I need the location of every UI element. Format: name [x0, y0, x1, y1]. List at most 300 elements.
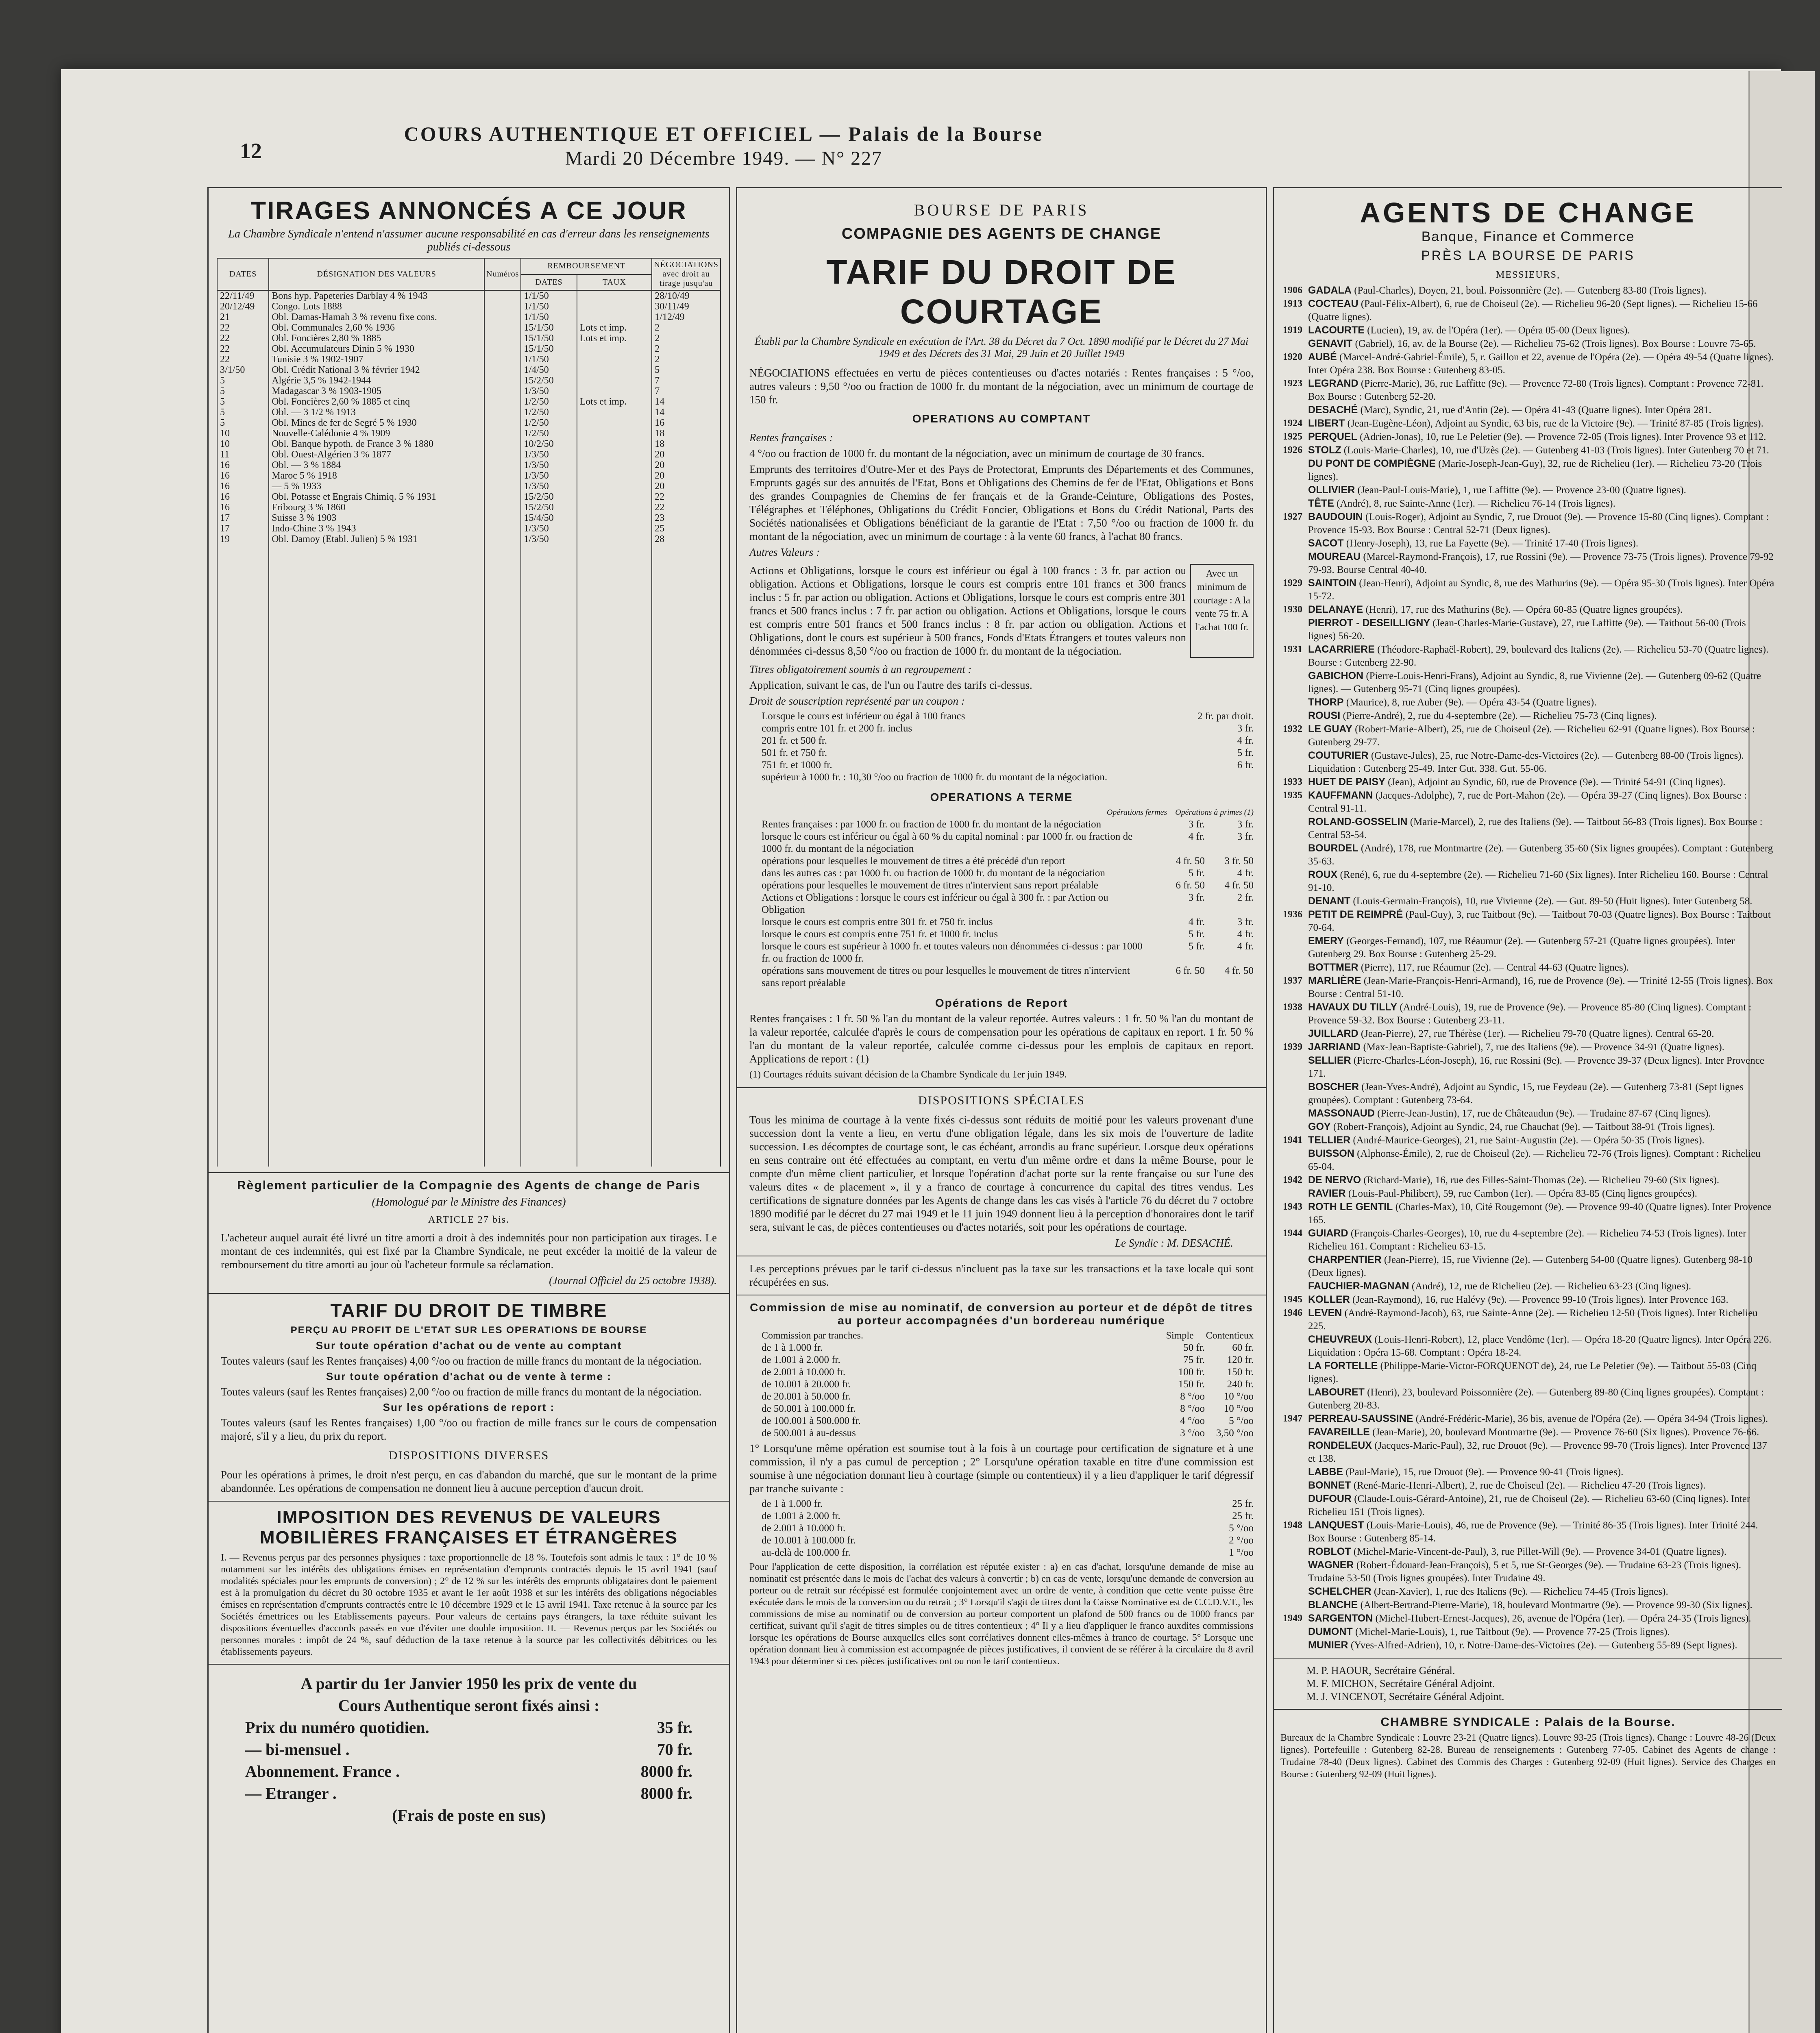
agent-name: JUILLARD — [1308, 1028, 1358, 1039]
agent-text-block — [1308, 961, 1776, 974]
agent-name: DUFOUR — [1308, 1493, 1352, 1504]
agent-year — [1274, 337, 1308, 350]
agent-year — [1274, 961, 1308, 974]
price-label: — bi-mensuel . — [245, 1740, 350, 1759]
fee-amount: 3 °/oo — [1180, 1428, 1205, 1439]
agent-text-block — [1308, 1253, 1776, 1280]
table-header: Numéros — [484, 258, 521, 290]
fee-amount: 6 fr. — [1237, 760, 1254, 771]
agent-year — [1274, 483, 1308, 497]
fee-value — [1148, 1378, 1254, 1391]
fee-value — [1148, 928, 1254, 940]
table-header: DÉSIGNATION DES VALEURS — [269, 258, 484, 290]
commission-title: Commission de mise au nominatif, de conversion au porteur et de dépôt de titres au porteur accompagnées d'un bordereau numérique — [750, 1301, 1253, 1327]
fee-value — [1148, 916, 1254, 928]
agent-details: (Marie-Joseph-Jean-Guy), 32, rue de Richelieu (1er). — Richelieu 73-20 (Trois lignes). — [1308, 458, 1762, 482]
agent-name: ROTH LE GENTIL — [1308, 1201, 1393, 1212]
agent-entry — [1274, 789, 1776, 815]
agent-details: (Lucien), 19, av. de l'Opéra (1er). — Opéra 05-00 (Deux lignes). — [1367, 325, 1630, 336]
agent-year — [1274, 1080, 1308, 1107]
agent-details: (Jean-Marie), 20, boulevard Montmartre (9e). — Provence 76-60 (Six lignes). Provence 76-66. — [1372, 1427, 1759, 1438]
agent-name: LA FORTELLE — [1308, 1360, 1378, 1371]
agent-name: STOLZ — [1308, 444, 1341, 456]
report-title: Opérations de Report — [935, 997, 1068, 1009]
table-cell: 28 — [652, 534, 721, 544]
agent-entry — [1274, 1173, 1776, 1187]
fee-label: de 500.001 à au-dessus — [762, 1428, 856, 1439]
table-cell — [577, 418, 652, 428]
agent-text-block — [1308, 723, 1776, 749]
agent-details: (Louis-Marie-Louis), 46, rue de Provence (9e). — Trinité 86-35 (Trois lignes). Inter Trinité 244. Box Bourse : Gutenberg 85-14. — [1308, 1520, 1758, 1544]
agent-name: MOUREAU — [1308, 551, 1361, 562]
table-cell: — 5 % 1933 — [269, 481, 484, 492]
table-cell — [577, 407, 652, 418]
table-cell: 1/1/50 — [521, 354, 577, 365]
fee-row — [762, 771, 1254, 784]
fee-label: lorsque le cours est supérieur à 1000 fr. et toutes valeurs non dénommées ci-dessus : par 1000 fr. ou fraction de 1000 fr. — [762, 941, 1143, 964]
agent-text-block — [1308, 1558, 1776, 1585]
agent-text-block — [1308, 709, 1776, 723]
agent-entry — [1274, 749, 1776, 775]
table-row — [217, 534, 721, 544]
fee-amount: 3 fr. — [1237, 916, 1254, 927]
table-cell: Obl. Crédit National 3 % février 1942 — [269, 365, 484, 375]
agent-entry — [1274, 1080, 1776, 1107]
column-tirages — [207, 187, 730, 2033]
agent-year — [1274, 1107, 1308, 1120]
fee-amount: 150 fr. — [1178, 1379, 1205, 1390]
fee-amount: 4 fr. — [1188, 916, 1205, 927]
agent-text-block — [1308, 1412, 1776, 1426]
fee-amount: 2 fr. — [1237, 892, 1254, 903]
fee-amount: 5 fr. — [1188, 868, 1205, 879]
table-cell: 22 — [217, 354, 269, 365]
table-cell: 16 — [217, 460, 269, 470]
agent-year — [1274, 1027, 1308, 1040]
fee-amount: 50 fr. — [1183, 1342, 1205, 1353]
agent-text-block — [1308, 1333, 1776, 1359]
agent-entry — [1274, 510, 1776, 537]
agent-text-block — [1308, 842, 1776, 868]
commission-label: Commission par tranches. — [762, 1330, 863, 1341]
agent-entry — [1274, 1293, 1776, 1306]
agent-entry — [1274, 895, 1776, 908]
fee-amount: 3 fr. — [1188, 819, 1205, 830]
agent-year: 1906 — [1283, 285, 1302, 296]
fee-value — [1148, 1510, 1254, 1522]
agent-year: 1924 — [1283, 418, 1302, 429]
fee-amount: 2 fr. par droit. — [1197, 711, 1254, 722]
table-cell: Madagascar 3 % 1903-1905 — [269, 386, 484, 396]
fee-label: compris entre 101 fr. et 200 fr. inclus — [762, 723, 912, 734]
agent-name: BONNET — [1308, 1480, 1351, 1491]
table-row — [217, 365, 721, 375]
secretaries — [1306, 1664, 1782, 1703]
fee-amount: 8 °/oo — [1180, 1391, 1205, 1402]
article-text: L'acheteur auquel aurait été livré un titre amorti a droit à des indemnités pour non participation aux tirages. Le montant de ces indemnités, qui est fixé par la Chambre Syndicale, ne peut excéder la moitié de la valeur de remboursement du titre amorti au jour où l'acheteur formule sa réclamation. — [221, 1232, 717, 1271]
fee-amount: 25 fr. — [1232, 1498, 1254, 1509]
agent-entry — [1274, 1027, 1776, 1040]
agent-details: (Gabriel), 16, av. de la Bourse (2e). — Richelieu 75-62 (Trois lignes). Box Bourse : Louvre 75-65. — [1355, 338, 1756, 349]
table-row — [217, 513, 721, 523]
fee-value — [1148, 1522, 1254, 1535]
agent-text-block — [1308, 789, 1776, 815]
fee-label: Actions et Obligations : lorsque le cours est inférieur ou égal à 300 fr. : par Action ou Obligation — [762, 892, 1108, 915]
agent-details: (Charles-Max), 10, Cité Rougemont (9e). — Provence 99-40 (Quatre lignes). Inter Provence 165. — [1308, 1202, 1772, 1225]
fee-label: opérations pour lesquelles le mouvement de titres a été précédé d'un report — [762, 855, 1065, 866]
table-cell: Indo-Chine 3 % 1943 — [269, 523, 484, 534]
table-cell: Maroc 5 % 1918 — [269, 470, 484, 481]
agent-details: (Jean-Raymond), 16, rue Halévy (9e). — Provence 99-10 (Trois lignes). Inter Provence 163. — [1352, 1294, 1729, 1305]
table-cell: 16 — [217, 492, 269, 502]
agent-text-block — [1308, 550, 1776, 577]
agent-details: (Pierre), 117, rue Réaumur (2e). — Central 44-63 (Quatre lignes). — [1361, 962, 1629, 973]
agent-name: LANQUEST — [1308, 1519, 1364, 1531]
agent-name: DUMONT — [1308, 1626, 1353, 1637]
fee-amount: 4 fr. 50 — [1224, 965, 1254, 976]
table-cell: 15/1/50 — [521, 322, 577, 333]
fee-amount: 60 fr. — [1232, 1342, 1254, 1353]
agent-details: (Gustave-Jules), 25, rue Notre-Dame-des-Victoires (2e). — Gutenberg 88-00 (Trois lignes). Liquidation : Gutenberg 25-49. Inter Gut. 338. Gut. 55-06. — [1308, 750, 1744, 774]
agent-details: (André-Raymond-Jacob), 63, rue Sainte-Anne (2e). — Richelieu 12-50 (Trois lignes). Inter Richelieu 225. — [1308, 1308, 1758, 1332]
agent-entry — [1274, 974, 1776, 1001]
table-cell: 10 — [217, 439, 269, 449]
table-cell — [484, 301, 521, 312]
speciales-text: Tous les minima de courtage à la vente fixés ci-dessus sont réduits de moitié pour les valeurs provenant d'une succession dont la vente a lieu, en vertu d'une obligation légale, dans les six mois de l'ouverture de ladite succession. Les décomptes de courtage sont, le cas échéant, arrondis au franc supérieur. Lorsque deux opérations en sens contraire ont été effectuées au comptant, en vertu d'un même ordre et dans la même Bourse, pour le compte d'un même client particulier, et lorsque l'opération d'achat porte sur la rente française ou sur l'une des valeurs dites « de placement », il y a franco de courtage à concurrence du capital des titres vendus. Les certifications de signature données par les Agents de change dans les cas visés à l'article 76 du décret du 7 octobre 1890 modifié par le décret du 27 mai 1949 et le 11 juin 1949 donnent lieu à la perception d'honoraires dont le tarif sera, suivant le cas, de pièces contentieuses ou d'actes notariés, soit pour les opérations de courtage. — [749, 1114, 1254, 1233]
page-number: 12 — [240, 139, 262, 163]
comptant-title: OPERATIONS AU COMPTANT — [912, 412, 1091, 425]
agent-details: (Jean-Pierre), 15, rue Vivienne (2e). — Gutenberg 54-00 (Quatre lignes). Gutenberg 98-10 (Deux lignes). — [1308, 1254, 1753, 1278]
agent-details: (Louis-Paul-Philibert), 59, rue Cambon (1er). — Opéra 83-85 (Cinq lignes groupées). — [1348, 1188, 1698, 1199]
timbre-text-terme: Toutes valeurs (sauf les Rentes françaises) 2,00 °/oo ou fraction de mille francs du montant de la négociation. — [221, 1386, 702, 1398]
table-cell — [577, 375, 652, 386]
table-cell: 11 — [217, 449, 269, 460]
agent-name: BOTTMER — [1308, 962, 1358, 973]
table-cell: 15/2/50 — [521, 492, 577, 502]
syndic-signature: Le Syndic : M. DESACHÉ. — [1115, 1237, 1233, 1249]
agent-name: SAINTOIN — [1308, 577, 1356, 589]
fee-label: de 1.001 à 2.000 fr. — [762, 1511, 840, 1521]
table-cell: Tunisie 3 % 1902-1907 — [269, 354, 484, 365]
agent-text-block — [1308, 603, 1776, 616]
agent-year — [1274, 868, 1308, 895]
fee-row — [762, 1342, 1254, 1354]
fee-row — [762, 759, 1254, 771]
table-cell: Fribourg 3 % 1860 — [269, 502, 484, 513]
agent-year: 1926 — [1283, 445, 1302, 455]
table-cell: 19 — [217, 534, 269, 544]
table-cell: 1/3/50 — [521, 460, 577, 470]
table-row — [217, 312, 721, 322]
agent-name: PERQUEL — [1308, 431, 1357, 442]
agent-name: FAVAREILLE — [1308, 1426, 1370, 1438]
agent-entry — [1274, 1134, 1776, 1147]
agent-text-block — [1308, 1173, 1776, 1187]
table-cell — [484, 312, 521, 322]
agent-details: (Robert-Marie-Albert), 25, rue de Choiseul (2e). — Richelieu 62-91 (Quatre lignes). Box Bourse : Gutenberg 29-77. — [1308, 724, 1755, 748]
price-heading-1: A partir du 1er Janvier 1950 les prix de vente du — [300, 1674, 637, 1693]
table-cell — [484, 418, 521, 428]
agent-entry — [1274, 1465, 1776, 1479]
fee-amount: 10 °/oo — [1223, 1403, 1254, 1414]
agent-text-block — [1308, 457, 1776, 483]
secretary-line: M. J. VINCENOT, Secrétaire Général Adjoint. — [1306, 1691, 1504, 1702]
reglement-subtitle: (Homologué par le Ministre des Finances) — [372, 1196, 566, 1208]
agent-text-block — [1308, 1639, 1776, 1652]
table-cell — [577, 290, 652, 301]
agent-year — [1274, 1625, 1308, 1639]
table-cell: 22 — [217, 333, 269, 344]
table-cell: 16 — [217, 470, 269, 481]
agent-details: (Jean-Henri), Adjoint au Syndic, 8, rue des Mathurins (9e). — Opéra 95-30 (Trois lignes). Inter Opéra 15-72. — [1308, 578, 1774, 602]
agent-details: (François-Charles-Georges), 10, rue du 4-septembre (2e). — Richelieu 74-53 (Trois lignes). Inter Richelieu 161. Comptant : Richelieu 63-15. — [1308, 1228, 1746, 1252]
table-cell — [577, 365, 652, 375]
titres-text: Application, suivant le cas, de l'un ou l'autre des tarifs ci-dessus. — [749, 679, 1032, 691]
table-cell — [577, 534, 652, 544]
table-cell: 3/1/50 — [217, 365, 269, 375]
agent-text-block — [1308, 1040, 1776, 1054]
agent-entry — [1274, 1333, 1776, 1359]
agent-entry — [1274, 430, 1776, 444]
agent-details: (Adrien-Jonas), 10, rue Le Peletier (9e). — Provence 72-05 (Trois lignes). Inter Provence 93 et 112. — [1360, 431, 1766, 442]
agent-year — [1274, 1558, 1308, 1585]
agent-name: MUNIER — [1308, 1639, 1348, 1651]
masthead-date: Mardi 20 Décembre 1949. — N° 227 — [565, 148, 883, 169]
agent-details: (Philippe-Marie-Victor-FORQUENOT de), 24, rue Le Peletier (9e). — Taitbout 55-03 (Cinq lignes). — [1308, 1360, 1757, 1384]
fee-label: lorsque le cours est compris entre 751 fr. et 1000 fr. inclus — [762, 929, 998, 940]
table-row — [217, 439, 721, 449]
table-row — [217, 396, 721, 407]
fee-row — [762, 892, 1254, 916]
table-cell: 1/3/50 — [521, 523, 577, 534]
tirages-table — [217, 258, 721, 1167]
agent-name: SELLIER — [1308, 1055, 1351, 1066]
fee-row — [762, 940, 1254, 965]
column-courtage — [736, 187, 1267, 2033]
table-cell: Algérie 3,5 % 1942-1944 — [269, 375, 484, 386]
agent-entry — [1274, 577, 1776, 603]
fee-row — [762, 1378, 1254, 1391]
table-cell: 20 — [652, 449, 721, 460]
agents-subtitle: Banque, Finance et Commerce — [1421, 229, 1635, 244]
fee-label: opérations pour lesquelles le mouvement de titres n'intervient sans report préalable — [762, 880, 1098, 891]
agent-name: COUTURIER — [1308, 750, 1369, 761]
agent-name: DE NERVO — [1308, 1174, 1361, 1186]
agent-details: (Paul-Marie), 15, rue Drouot (9e). — Provence 90-41 (Trois lignes). — [1345, 1467, 1624, 1478]
agent-text-block — [1308, 577, 1776, 603]
fee-amount: 5 fr. — [1188, 941, 1205, 952]
agent-year: 1931 — [1283, 644, 1302, 655]
agent-text-block — [1308, 696, 1776, 709]
fee-label: Rentes françaises : par 1000 fr. ou fraction de 1000 fr. du montant de la négociation — [762, 819, 1102, 830]
agent-entry — [1274, 324, 1776, 337]
agent-details: (Jacques-Adolphe), 7, rue de Port-Mahon (2e). — Opéra 39-27 (Cinq lignes). Box Bourse : Central 91-11. — [1308, 790, 1747, 814]
agent-text-block — [1308, 497, 1776, 510]
fee-value — [1148, 1547, 1254, 1559]
agent-details: (Marc), Syndic, 21, rue d'Antin (2e). — Opéra 41-43 (Quatre lignes). Inter Opéra 281. — [1360, 405, 1711, 416]
agent-text-block — [1308, 1306, 1776, 1333]
agent-name: SACOT — [1308, 538, 1344, 549]
agent-year — [1274, 1545, 1308, 1558]
chambre-text: Bureaux de la Chambre Syndicale : Louvre 23-21 (Quatre lignes). Louvre 93-25 (Trois lignes). Change : Louvre 48-26 (Deux lignes). Portefeuille : Gutenberg 82-28. Bureau de renseignements : Gutenberg 77-05. Cabinet des Agents de change : Trudaine 78-40 (Deux lignes). Cabinet des Commis des Charges : Gutenberg 92-09 (Huit lignes). Service des Charges en Bourse : Gutenberg 92-09 (Huit lignes). — [1280, 1733, 1776, 1780]
table-row — [217, 344, 721, 354]
table-cell: 1/12/49 — [652, 312, 721, 322]
fee-value — [1148, 1498, 1254, 1510]
price-row — [221, 1739, 717, 1761]
fee-label: au-delà de 100.000 fr. — [762, 1547, 851, 1558]
agent-entry — [1274, 1107, 1776, 1120]
agent-entry — [1274, 1040, 1776, 1054]
article-reference: (Journal Officiel du 25 octobre 1938). — [549, 1274, 717, 1286]
courtage-subtitle: Établi par la Chambre Syndicale en exécution de l'Art. 38 du Décret du 7 Oct. 1890 modifié par le Décret du 27 Mai 1949 et des Décrets des 31 Mai, 29 Juin et 20 Juillet 1949 — [754, 335, 1249, 359]
table-cell: 18 — [652, 439, 721, 449]
agent-year: 1943 — [1283, 1202, 1302, 1212]
agent-entry — [1274, 550, 1776, 577]
fee-row — [762, 747, 1254, 759]
table-cell — [577, 344, 652, 354]
fee-row — [762, 831, 1254, 855]
price-footer: (Frais de poste en sus) — [392, 1806, 546, 1824]
table-cell: 1/3/50 — [521, 481, 577, 492]
agent-details: (Paul-Charles), Doyen, 21, boul. Poissonnière (2e). — Gutenberg 83-80 (Trois lignes). — [1354, 285, 1707, 296]
table-row — [217, 481, 721, 492]
table-cell: 5 — [217, 386, 269, 396]
table-row — [217, 428, 721, 439]
agent-entry — [1274, 1054, 1776, 1080]
agent-details: (Louis-Roger), Adjoint au Syndic, 7, rue Drouot (9e). — Provence 15-80 (Cinq lignes). Comptant : Provence 15-93. Box Bourse : Central 52-71 (Deux lignes). — [1308, 512, 1769, 535]
table-header: DATES — [217, 258, 269, 290]
agent-year — [1274, 1147, 1308, 1173]
agent-entry — [1274, 775, 1776, 789]
agent-entry — [1274, 961, 1776, 974]
agent-text-block — [1308, 616, 1776, 643]
agent-entry — [1274, 868, 1776, 895]
courtage-title: TARIF DU DROIT DE COURTAGE — [826, 253, 1177, 331]
fee-amount: 4 fr. 50 — [1176, 855, 1205, 866]
agent-text-block — [1308, 1200, 1776, 1227]
agent-text-block — [1308, 430, 1776, 444]
agent-year: 1929 — [1283, 578, 1302, 588]
table-cell — [484, 502, 521, 513]
fee-value — [1148, 1415, 1254, 1427]
messieurs-label: MESSIEURS, — [1496, 270, 1561, 280]
agent-details: (Jean-Marie-François-Henri-Armand), 16, rue de Provence (9e). — Trinité 12-55 (Trois lignes). Box Bourse : Central 51-10. — [1308, 975, 1773, 999]
agent-details: (Robert-François), Adjoint au Syndic, 24, rue Chauchat (9e). — Taitbout 38-91 (Trois lignes). — [1333, 1121, 1715, 1132]
agent-entry — [1274, 350, 1776, 377]
table-cell — [577, 513, 652, 523]
agent-entry — [1274, 1306, 1776, 1333]
agent-entry — [1274, 1545, 1776, 1558]
fee-amount: 2 °/oo — [1229, 1535, 1254, 1546]
agent-text-block — [1308, 1625, 1776, 1639]
table-row — [217, 449, 721, 460]
fee-amount: 240 fr. — [1227, 1379, 1254, 1390]
timbre-subtitle: PERÇU AU PROFIT DE L'ETAT SUR LES OPERATIONS DE BOURSE — [290, 1325, 647, 1336]
fee-label: lorsque le cours est compris entre 301 fr. et 750 fr. inclus — [762, 916, 993, 927]
agent-entry — [1274, 1412, 1776, 1426]
agent-details: (André), 178, rue Montmartre (2e). — Gutenberg 35-60 (Six lignes groupées). Comptant : Gutenberg 35-63. — [1308, 843, 1773, 867]
table-cell: 21 — [217, 312, 269, 322]
table-cell: 1/1/50 — [521, 312, 577, 322]
timbre-heading-report: Sur les opérations de report : — [383, 1401, 555, 1413]
agent-text-block — [1308, 908, 1776, 934]
agent-entry — [1274, 815, 1776, 842]
agent-name: LEGRAND — [1308, 378, 1358, 389]
agent-details: (Louis-Germain-François), 10, rue Vivienne (2e). — Gut. 89-50 (Huit lignes). Inter Gutenberg 58. — [1353, 896, 1753, 907]
table-cell: 1/1/50 — [521, 301, 577, 312]
agent-entry — [1274, 537, 1776, 550]
agent-year — [1274, 1359, 1308, 1386]
fee-amount: 6 fr. 50 — [1176, 880, 1205, 891]
rentes-heading: Rentes françaises : — [749, 431, 833, 444]
report-note: (1) Courtages réduits suivant décision de la Chambre Syndicale du 1er juin 1949. — [749, 1069, 1067, 1080]
agent-year: 1937 — [1283, 975, 1302, 986]
fee-value — [1148, 867, 1254, 879]
agent-name: GABICHON — [1308, 670, 1364, 681]
agent-year — [1274, 457, 1308, 483]
table-cell: 7 — [652, 375, 721, 386]
fee-amount: 3 fr. — [1237, 819, 1254, 830]
table-cell — [577, 439, 652, 449]
article-heading: ARTICLE 27 bis. — [428, 1215, 509, 1225]
fee-label: de 10.001 à 20.000 fr. — [762, 1379, 851, 1390]
table-cell — [484, 439, 521, 449]
agent-details: (André-Frédéric-Marie), 36 bis, avenue de l'Opéra (2e). — Opéra 34-94 (Trois lignes). — [1415, 1413, 1768, 1424]
fee-amount: 3 fr. — [1237, 723, 1254, 734]
agent-text-block — [1308, 1479, 1776, 1492]
agent-entry — [1274, 1612, 1776, 1625]
terme-title: OPERATIONS A TERME — [930, 791, 1073, 803]
agent-name: DU PONT DE COMPIÈGNE — [1308, 458, 1436, 469]
agent-entry — [1274, 297, 1776, 324]
table-cell — [484, 460, 521, 470]
timbre-text-comptant: Toutes valeurs (sauf les Rentes françaises) 4,00 °/oo ou fraction de mille francs du montant de la négociation. — [221, 1355, 702, 1367]
agent-entry — [1274, 709, 1776, 723]
agent-entry — [1274, 1439, 1776, 1465]
agent-details: (Pierre-Jean-Justin), 17, rue de Châteaudun (9e). — Trudaine 87-67 (Cinq lignes). — [1377, 1108, 1711, 1119]
agent-name: PETIT DE REIMPRÉ — [1308, 909, 1403, 920]
agent-year: 1919 — [1283, 325, 1302, 335]
fee-row — [762, 818, 1254, 831]
masthead — [358, 122, 1090, 170]
table-cell: Obl. — 3 % 1884 — [269, 460, 484, 470]
table-cell: 14 — [652, 407, 721, 418]
agent-details: (Marcel-Raymond-François), 17, rue Rossini (9e). — Provence 73-75 (Trois lignes). Provence 79-92 79-93. Bourse Central 40-40. — [1308, 551, 1774, 575]
table-cell: Obl. Ouest-Algérien 3 % 1877 — [269, 449, 484, 460]
table-cell: Obl. Foncières 2,80 % 1885 — [269, 333, 484, 344]
table-cell — [577, 386, 652, 396]
agent-name: AUBÉ — [1308, 351, 1337, 363]
agent-details: (Michel-Marie-Louis), 1, rue Taitbout (9e). — Provence 77-25 (Trois lignes). — [1355, 1626, 1670, 1637]
table-cell: 10 — [217, 428, 269, 439]
agent-year: 1939 — [1283, 1042, 1302, 1052]
price-heading-2: Cours Authentique seront fixés ainsi : — [338, 1696, 600, 1715]
fee-label: de 50.001 à 100.000 fr. — [762, 1403, 856, 1414]
fee-amount: 150 fr. — [1227, 1367, 1254, 1378]
agent-year — [1274, 709, 1308, 723]
agent-text-block — [1308, 775, 1776, 789]
agent-name: BOSCHER — [1308, 1081, 1359, 1093]
agent-entry — [1274, 934, 1776, 961]
table-cell: 1/4/50 — [521, 365, 577, 375]
table-cell: 1/3/50 — [521, 386, 577, 396]
fee-value — [1148, 892, 1254, 916]
table-cell: Obl. Potasse et Engrais Chimiq. 5 % 1931 — [269, 492, 484, 502]
agent-details: (Henry-Joseph), 13, rue La Fayette (9e). — Trinité 17-40 (Trois lignes). — [1346, 538, 1639, 549]
agent-name: DENANT — [1308, 895, 1351, 907]
agent-name: LE GUAY — [1308, 723, 1352, 735]
agent-details: (Jean-Xavier), 1, rue des Italiens (9e). — Richelieu 74-45 (Trois lignes). — [1374, 1586, 1668, 1597]
